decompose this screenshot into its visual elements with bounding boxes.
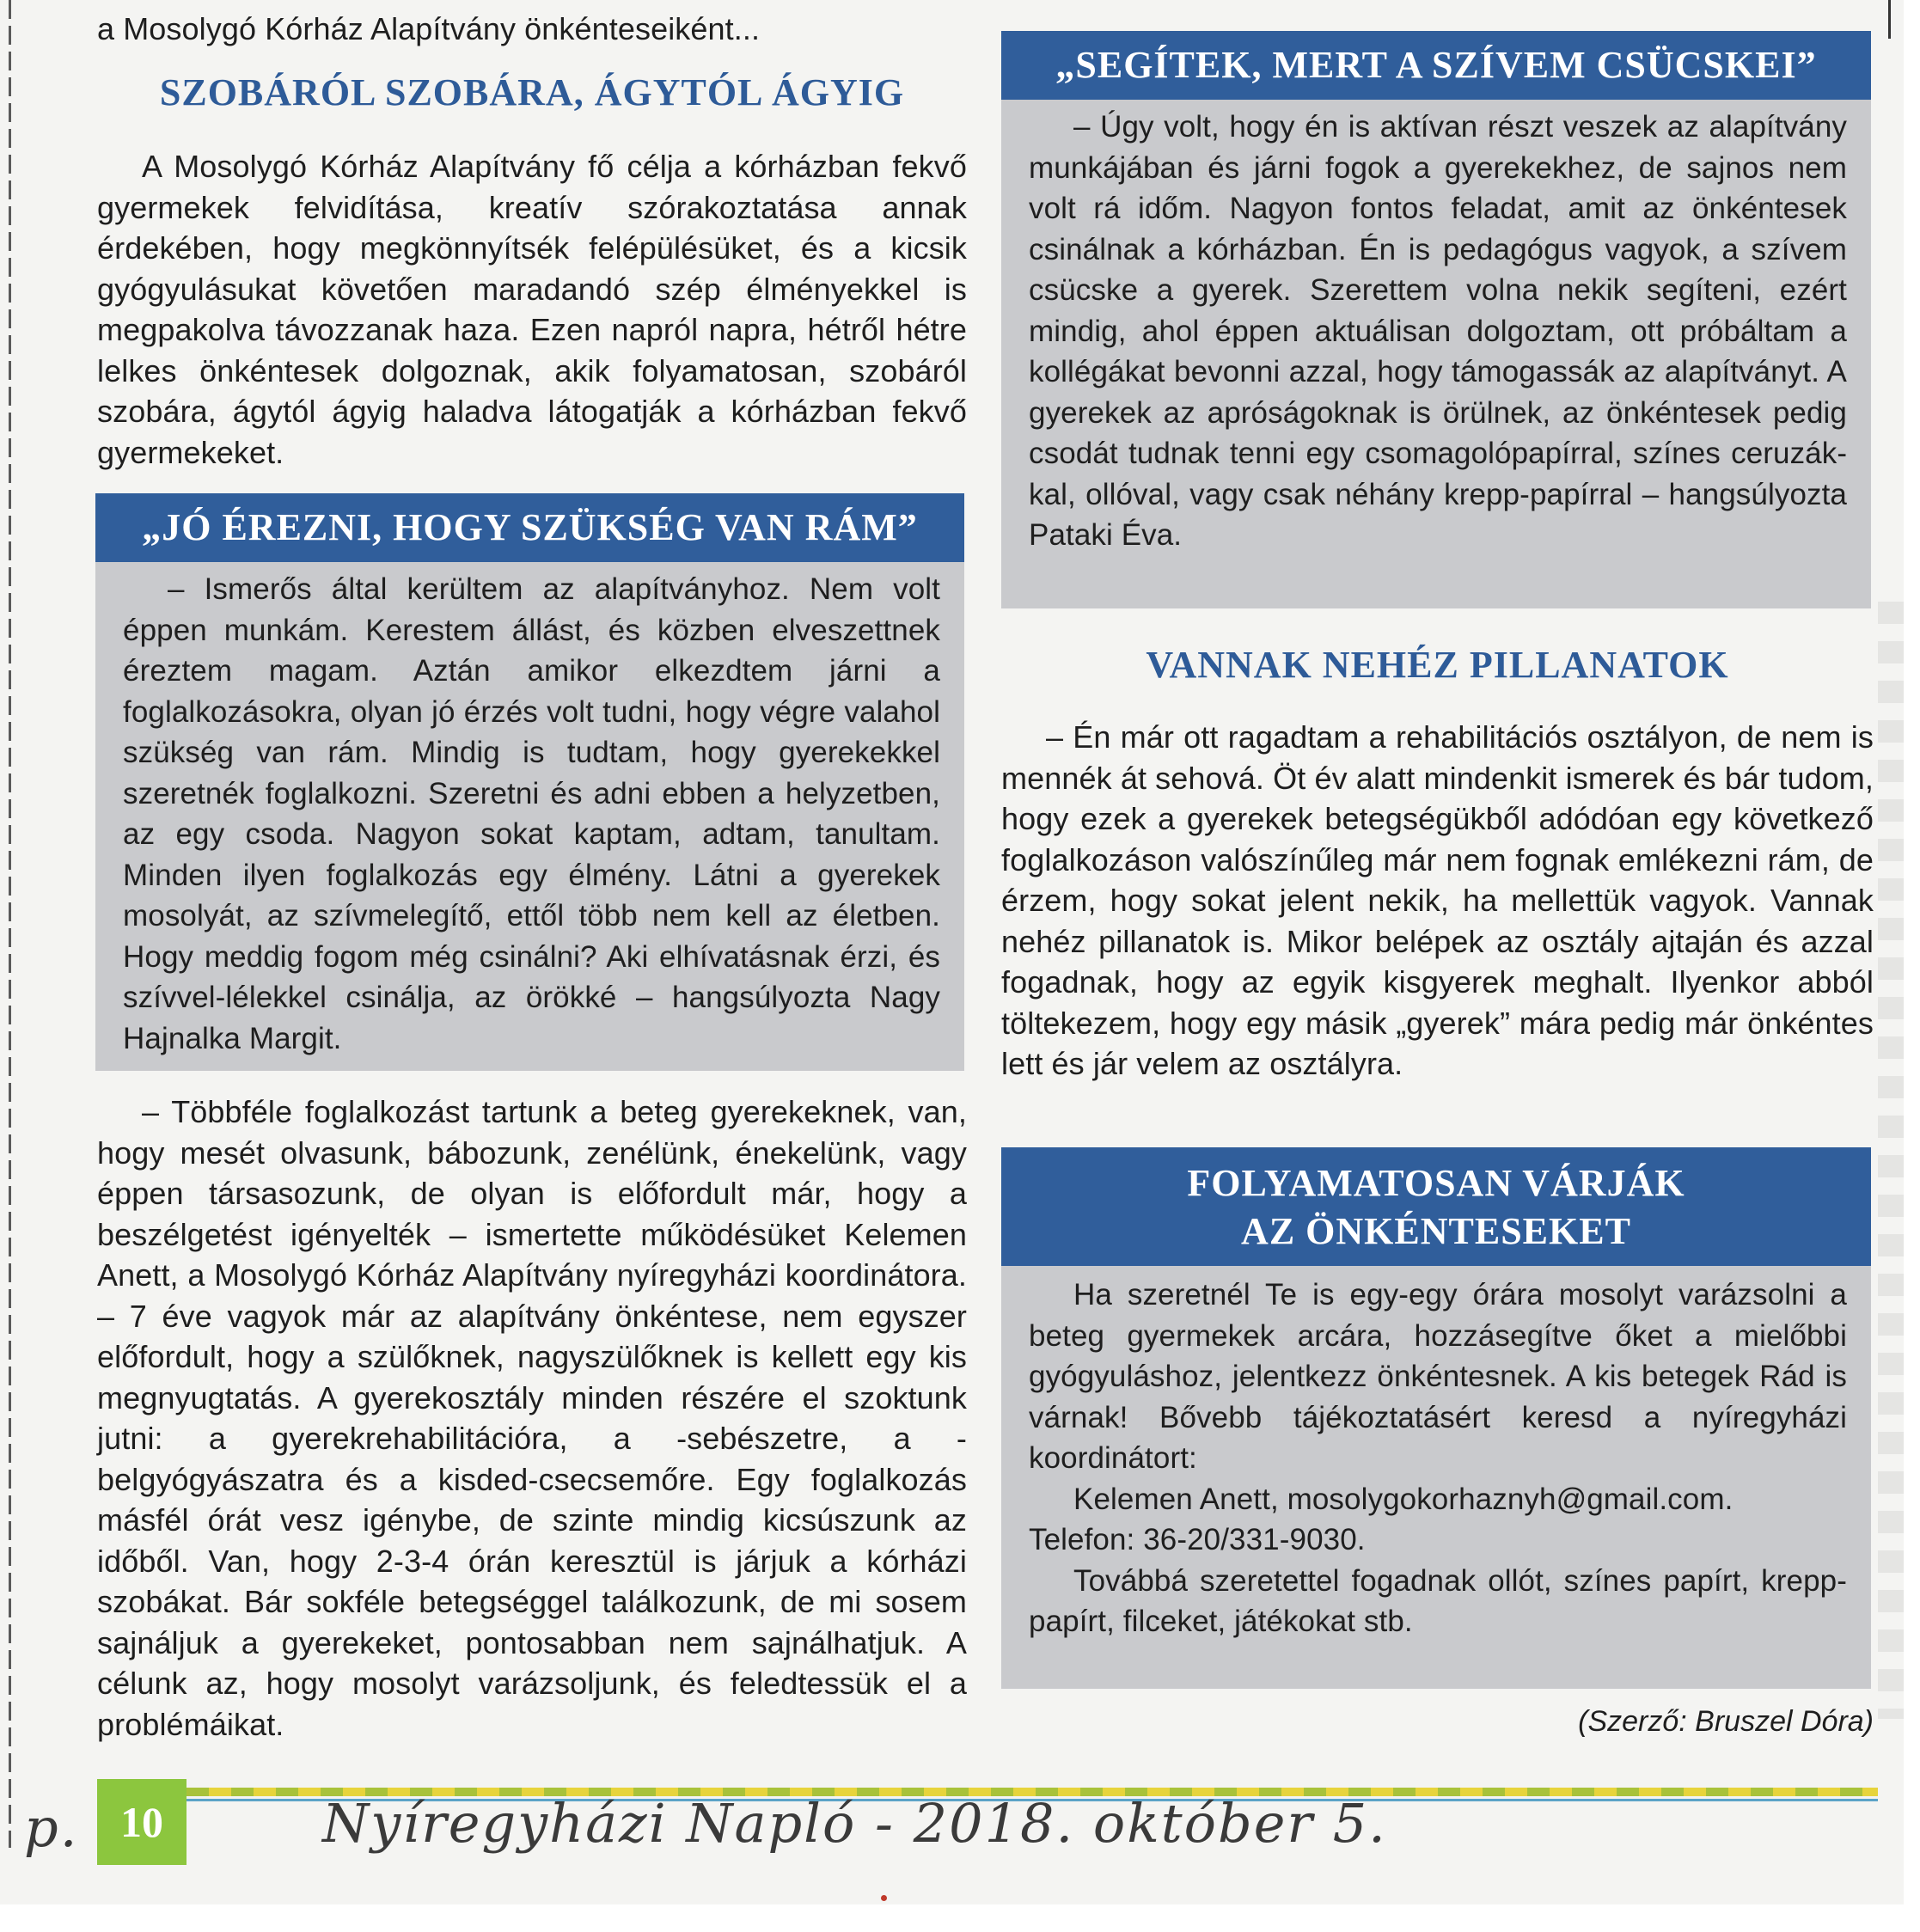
box-segitek-title: „SEGÍTEK, MERT A SZÍVEM CSÜCSKEI” <box>1001 31 1871 100</box>
handwritten-source-note: Nyíregyházi Napló - 2018. október 5. <box>322 1792 1387 1855</box>
box-folyamatosan-contact: Kelemen Anett, mosolygokorhaznyh@gmail.com. <box>1073 1482 1734 1516</box>
author-credit: (Szerző: Bruszel Dóra) <box>1578 1705 1874 1738</box>
box-segitek <box>1001 31 1871 608</box>
handwritten-prefix: p. <box>24 1796 79 1859</box>
column-rule <box>1888 0 1891 39</box>
box-folyamatosan-phone: Telefon: 36-20/331-9030. <box>1029 1523 1366 1556</box>
binding-rule <box>9 0 11 1848</box>
ink-mark <box>881 1895 887 1901</box>
box-jo-erezni-title: „JÓ ÉREZNI, HOGY SZÜKSÉG VAN RÁM” <box>95 493 964 562</box>
box-folyamatosan-paragraph1: Ha szeretnél Te is egy-egy órára mosolyt varázsolni a beteg gyermekek arcára, hozzásegítve őket a mielőbbi gyógyuláshoz, jelentkezz önkéntesnek. A kis betegek Rád is várnak! Bővebb tájékoztatásért keresd a nyíregyházi koordinátort: <box>1029 1278 1847 1475</box>
box-folyamatosan-paragraph2: Továbbá szeretettel fogadnak ollót, színes papírt, krepp-papírt, filceket, játékokat stb. <box>1029 1563 1847 1638</box>
box-folyamatosan-title-line1: FOLYAMATOSAN VÁRJÁK <box>1187 1162 1685 1204</box>
section-heading-szobarol: SZOBÁRÓL SZOBÁRA, ÁGYTÓL ÁGYIG <box>159 71 905 113</box>
section-heading-vannak: VANNAK NEHÉZ PILLANATOK <box>1146 644 1729 686</box>
page-number-badge: 10 <box>97 1779 186 1865</box>
box-folyamatosan <box>1001 1147 1871 1689</box>
section-foglalkozasok-paragraph: – Többféle foglalkozást tartunk a beteg gyerekeknek, van, hogy mesét olvasunk, bábozunk, zenélünk, énekelünk, vagy éppen társasozunk, de olyan is előfordult már, hogy a beszélgetést igényelték – ismertette működésüket Kelemen Anett, a Mosolygó Kórház Alapítvány nyíregyházi koordinátora. – 7 éve vagyok már az alapítvány önkéntese, nem egyszer előfordult, hogy a szülőknek, nagyszülőknek is kellett egy kis megnyugtatás. A gyerekosztály minden részére el szoktunk jutni: a gyerekrehabilitációra, a -sebészetre, a -belgyógyászatra és a kisded-csecsemőre. Egy foglalkozás másfél órát vesz igénybe, de szinte mindig kicsúszunk az időből. Van, hogy 2-3-4 órán keresztül is járjuk a kórházi szobákat. Bár sokféle betegséggel találkozunk, de mi sosem sajnáljuk a gyerekeket, pontosabban nem sajnálhatjuk. A célunk az, hogy mosolyt varázsoljunk, és feledtessük el a problémáikat. <box>97 1094 967 1742</box>
section-vannak <box>1001 717 1874 1085</box>
intro-line-block <box>97 9 967 50</box>
box-folyamatosan-title <box>1001 1147 1871 1266</box>
scan-margin-bottom <box>0 1904 1920 1932</box>
box-segitek-paragraph: – Úgy volt, hogy én is aktívan részt veszek az alapítvány munkájában és járni fogok a gyerekekhez, de sajnos nem volt rá időm. Nagyon fontos feladat, amit az önkéntesek csinálnak a kórházban. Én is pedagógus vagyok, a szívem csücske a gyerek. Szerettem volna nekik segíteni, ezért mindig, ahol éppen aktuálisan dolgoztam, ott próbáltam a kollégákat bevonni azzal, hogy támogassák az alapítványt. A gyerekek az apróságoknak is örülnek, az önkéntesek pedig csodát tudnak tenni egy csomagolópapírral, színes ceruzákkal, ollóval, vagy csak néhány krepp-papírral – hangsúlyozta Pataki Éva. <box>1029 110 1847 552</box>
scan-margin <box>1904 0 1920 1932</box>
box-folyamatosan-title-line2: AZ ÖNKÉNTESEKET <box>1241 1210 1631 1252</box>
section-foglalkozasok <box>97 1091 967 1745</box>
section-szobarol <box>97 146 967 473</box>
box-jo-erezni <box>95 493 964 1071</box>
section-vannak-paragraph: – Én már ott ragadtam a rehabilitációs osztályon, de nem is mennék át sehová. Öt év alatt mindenkit ismerek és bár tudom, hogy ezek a gyerekek betegségükből adódóan egy következő foglalkozáson valószínűleg már nem fognak emlékezni rám, de érzem, hogy sokat jelent nekik, ha mellettük vagyok. Vannak nehéz pillanatok is. Mikor belépek az osztály ajtaján és azzal fogadnak, hogy az egyik kisgyerek meghalt. Ilyenkor abból töltekezem, hogy egy másik „gyerek” mára pedig már önkéntes lett és jár velem az osztályra. <box>1001 719 1874 1081</box>
section-szobarol-paragraph: A Mosolygó Kórház Alapítvány fő célja a kórházban fekvő gyermekek felvidítása, kreatív szórakoztatása annak érdekében, hogy megkönnyítsék felépülésüket, és a kicsik gyógyulásukat követően maradandó szép élményekkel is megpakolva távozzanak haza. Ezen napról napra, hétről hétre lelkes önkéntesek dolgoznak, akik folyamatosan, szobáról szobára, ágytól ágyig haladva látogatják a kórházban fekvő gyermekeket. <box>97 149 967 470</box>
box-jo-erezni-paragraph: – Ismerős által kerültem az alapítványhoz. Nem volt éppen munkám. Kerestem állást, és közben elveszettnek éreztem magam. Aztán amikor elkezdtem járni a foglalkozásokra, olyan jó érzés volt tudni, hogy végre valahol szükség van rám. Mindig is tudtam, hogy gyerekekkel szeretnék foglalkozni. Szeretni és adni ebben a helyzetben, az egy csoda. Nagyon sokat kaptam, adtam, tanultam. Minden ilyen foglalkozás egy élmény. Látni a gyerekek mosolyát, az szívmelegítő, ettől több nem kell az életben. Hogy meddig fogom még csinálni? Aki elhívatásnak érzi, és szívvel-lélekkel csinálja, az örökké – hangsúlyozta Nagy Hajnalka Margit. <box>123 572 940 1055</box>
bleed-through-text <box>1878 602 1904 1719</box>
intro-line: a Mosolygó Kórház Alapítvány önkénteseiként... <box>97 11 761 46</box>
